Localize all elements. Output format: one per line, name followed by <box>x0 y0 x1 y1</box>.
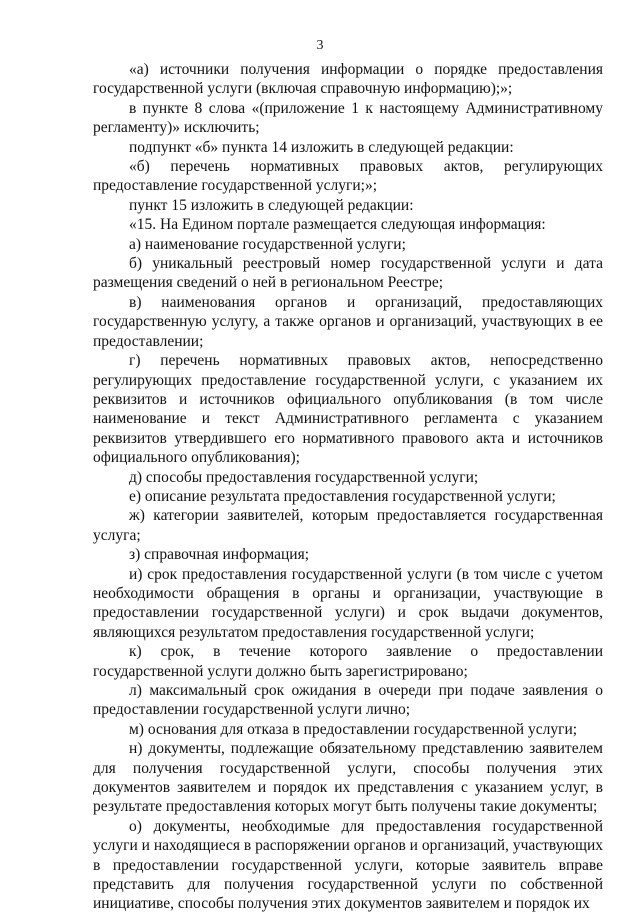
paragraph: о) документы, необходимые для предоставления государственной услуги и находящиеся в распоряжении органов и организаций, участвующих в предоставлении государственной услуги, которые заявитель вправе представить для получения государственной услуги по собственной инициативе, способы получения этих документов заявителем и порядок их <box>93 817 603 913</box>
document-body <box>93 60 603 914</box>
paragraph: подпункт «б» пункта 14 изложить в следующей редакции: <box>129 138 514 156</box>
paragraph: «а) источники получения информации о порядке предоставления государственной услуги (включая справочную информацию);»; <box>93 61 603 98</box>
paragraph: «15. На Едином портале размещается следующая информация: <box>129 216 546 234</box>
paragraph: д) способы предоставления государственной услуги; <box>129 468 479 486</box>
paragraph: в) наименования органов и организаций, предоставляющих государственную услугу, а также органов и организаций, участвующих в ее предоставлении; <box>93 293 603 350</box>
paragraph: м) основания для отказа в предоставлении государственной услуги; <box>129 720 578 738</box>
paragraph: б) уникальный реестровый номер государственной услуги и дата размещения сведений о ней в региональном Реестре; <box>93 255 603 292</box>
paragraph: н) документы, подлежащие обязательному представлению заявителем для получения государственной услуги, способы получения этих документов заявителем и порядок их представления с указанием услуг, в результате предоставления которых могут быть получены такие документы; <box>93 740 603 816</box>
paragraph: л) максимальный срок ожидания в очереди при подаче заявления о предоставлении государственной услуги лично; <box>93 682 603 719</box>
paragraph: ж) категории заявителей, которым предоставляется государственная услуга; <box>93 507 603 544</box>
paragraph: е) описание результата предоставления государственной услуги; <box>129 487 556 505</box>
paragraph: к) срок, в течение которого заявление о предоставлении государственной услуги должно быть зарегистрировано; <box>93 643 603 680</box>
paragraph: г) перечень нормативных правовых актов, непосредственно регулирующих предоставление государственной услуги, с указанием их реквизитов и источников официального опубликования (в том числе наименование и текст Административного регламента с указанием реквизитов утвердившего его нормативного правового акта и источников официального опубликования); <box>93 352 603 467</box>
page-number: 3 <box>316 38 324 53</box>
paragraph: пункт 15 изложить в следующей редакции: <box>129 196 414 214</box>
paragraph: «б) перечень нормативных правовых актов, регулирующих предоставление государственной услуги;»; <box>93 158 603 195</box>
paragraph: в пункте 8 слова «(приложение 1 к настоящему Административному регламенту)» исключить; <box>93 99 603 137</box>
paragraph: з) справочная информация; <box>129 546 310 564</box>
paragraph: и) срок предоставления государственной услуги (в том числе с учетом необходимости обращения в органы и организации, участвующие в предоставлении государственной услуги) и срок выдачи документов, являющихся результатом предоставления государственной услуги; <box>93 565 603 641</box>
paragraph: а) наименование государственной услуги; <box>129 235 406 253</box>
